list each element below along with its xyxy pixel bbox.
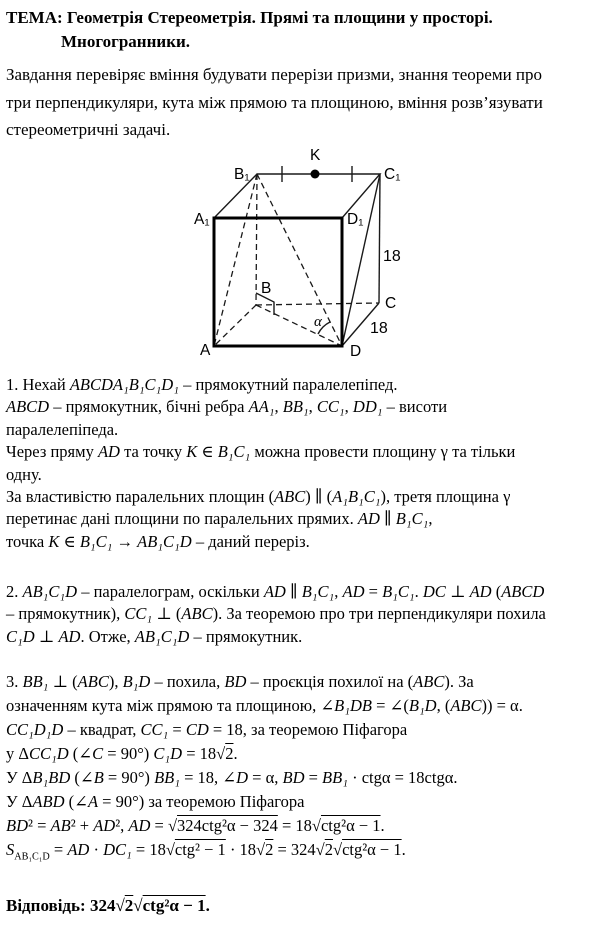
solution-step-1	[6, 374, 598, 553]
text-line: $S_{AB_1C_1D}$ = AD · DC₁ = 18√ctg² − 1 · 18√2 = 324√2√ctg²α − 1.	[6, 840, 406, 863]
text-line: C₁D ⊥ AD. Отже, AB₁C₁D – прямокутник.	[6, 626, 303, 646]
label-alpha: α	[314, 314, 322, 330]
text-line: BD² = AB² + AD², AD = √324ctg²α − 324 = 18√ctg²α − 1.	[6, 816, 385, 835]
text-line: Завдання перевіряє вміння будувати перерізи призми, знання теореми про	[6, 65, 543, 84]
text-line: Через пряму AD та точку K ∈ B₁C₁ можна провести площину γ та тільки	[6, 442, 516, 462]
text-line: перетинає дані площини по паралельних прямих. AD ∥ B₁C₁,	[6, 509, 433, 529]
text-line: точка K ∈ B₁C₁ → AB₁C₁D – даний переріз.	[6, 531, 310, 551]
projection-bd-dashed	[256, 305, 342, 346]
label-c1: C₁	[384, 166, 401, 183]
page-title	[6, 6, 598, 54]
label-d: D	[350, 343, 362, 360]
dimension-dc: 18	[370, 320, 388, 337]
text-line: одну.	[6, 464, 42, 484]
diagonal-b1d-dashed	[257, 174, 342, 346]
text-line: стереометричні задачі.	[6, 120, 171, 139]
parallelepiped-figure	[186, 145, 412, 369]
text-line: ABCD – прямокутник, бічні ребра AA₁, BB₁, CC₁, DD₁ – висоти	[6, 397, 448, 417]
solution-step-3	[6, 670, 598, 862]
label-b: B	[261, 280, 272, 297]
text-line: Многогранники.	[61, 32, 191, 51]
edge-cc1	[379, 174, 380, 303]
text-line: За властивістю паралельних площин (ABC) ∥ (A₁B₁C₁), третя площина γ	[6, 487, 511, 507]
text-line: 3. BB₁ ⊥ (ABC), B₁D – похила, BD – проєкція похилої на (ABC). За	[6, 672, 474, 691]
label-a: A	[200, 342, 211, 359]
text-line: 2. AB₁C₁D – паралелограм, оскільки AD ∥ B₁C₁, AD = B₁C₁. DC ⊥ AD (ABCD	[6, 582, 545, 601]
text-line: – прямокутник), CC₁ ⊥ (ABC). За теоремою про три перпендикуляри похила	[6, 604, 546, 624]
label-a1: A₁	[194, 211, 210, 228]
point-k-dot	[311, 170, 320, 179]
text-line: 1. Нехай ABCDA₁B₁C₁D₁ – прямокутний паралелепіпед.	[6, 375, 398, 394]
text-line: CC₁D₁D – квадрат, CC₁ = CD = 18, за теоремою Піфагора	[6, 720, 408, 739]
text-line: у ΔCC₁D (∠C = 90°) C₁D = 18√2.	[6, 744, 238, 763]
solution-step-2	[6, 581, 598, 648]
text-line: три перпендикуляри, кута між прямою та площиною, вміння розв’язувати	[6, 92, 543, 112]
edge-ab-dashed	[214, 305, 256, 346]
dimension-cc1: 18	[383, 248, 401, 265]
diagonal-ab1-dashed	[214, 174, 257, 346]
label-c: C	[385, 295, 397, 312]
edge-bb1-dashed	[256, 174, 257, 305]
label-k: K	[310, 147, 321, 164]
text-line: У ΔABD (∠A = 90°) за теоремою Піфагора	[6, 792, 305, 811]
intro-paragraph	[6, 61, 598, 144]
label-b1: B₁	[234, 166, 250, 183]
label-d1: D₁	[347, 211, 364, 228]
text-line: означенням кута між прямою та площиною, ∠B₁DB = ∠(B₁D, (ABC)) = α.	[6, 696, 523, 715]
text-line: Відповідь: 324√2√ctg²α − 1.	[6, 896, 210, 915]
text-line: ТЕМА: Геометрія Стереометрія. Прямі та площини у просторі.	[6, 8, 493, 27]
answer-line	[6, 894, 598, 918]
text-line: паралелепіпеда.	[6, 419, 119, 439]
text-line: У ΔB₁BD (∠B = 90°) BB₁ = 18, ∠D = α, BD = BB₁ · ctgα = 18ctgα.	[6, 768, 458, 787]
